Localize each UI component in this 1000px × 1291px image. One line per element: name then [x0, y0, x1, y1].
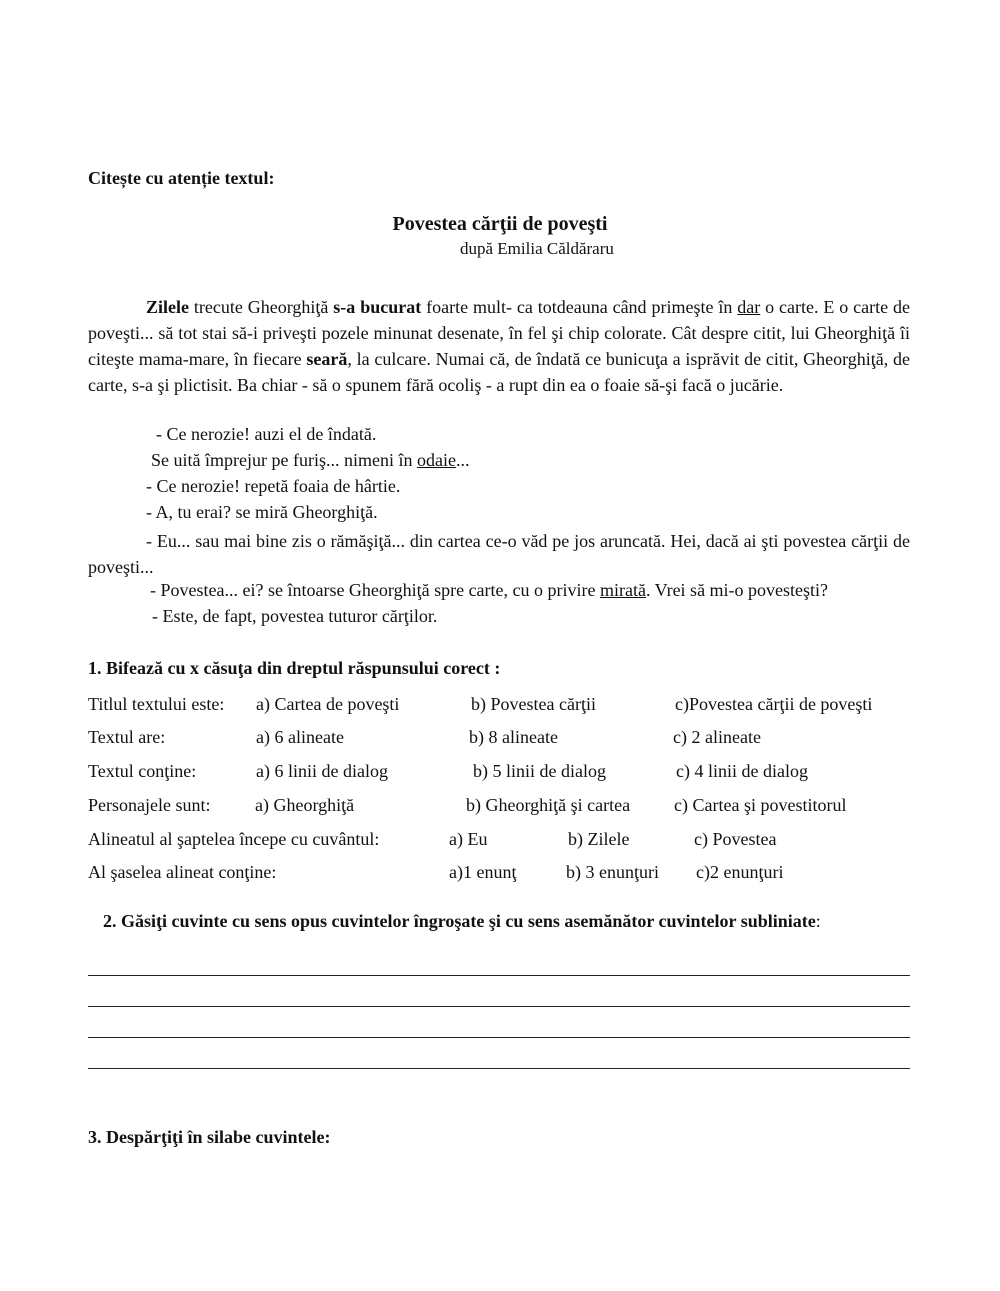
- option-b[interactable]: b) 3 enunţuri: [566, 862, 659, 882]
- question-3-heading: 3. Despărţiţi în silabe cuvintele:: [88, 1127, 331, 1147]
- story-author: după Emilia Căldăraru: [460, 239, 614, 258]
- option-a[interactable]: a) Cartea de poveşti: [256, 694, 400, 714]
- option-c[interactable]: c) Povestea: [694, 829, 777, 849]
- story-line: Se uită împrejur pe furiş... nimeni în odaie...: [151, 450, 470, 470]
- instruction-heading: Citește cu atenție textul:: [88, 168, 275, 188]
- dialog-line: - Ce nerozie! auzi el de îndată.: [156, 424, 377, 444]
- question-label: Al şaselea alineat conţine:: [88, 862, 277, 882]
- option-b[interactable]: b) Povestea cărţii: [471, 694, 596, 714]
- dialog-line: - Ce nerozie! repetă foaia de hârtie.: [146, 476, 401, 496]
- option-a[interactable]: a) 6 linii de dialog: [256, 761, 388, 781]
- answer-line[interactable]: [88, 1006, 910, 1007]
- dialog-line: - A, tu erai? se miră Gheorghiţă.: [146, 502, 378, 522]
- dialog-line: - Povestea... ei? se întoarse Gheorghiţă spre carte, cu o privire mirată. Vrei să mi-o povesteşti?: [150, 580, 829, 600]
- dialog-line: - Eu... sau mai bine zis o rămăşiţă... din cartea ce-o văd pe jos aruncată. Hei, dacă ai şti povestea cărţii de poveşti...: [88, 531, 910, 577]
- question-label: Textul are:: [88, 727, 166, 747]
- option-a[interactable]: a) Gheorghiţă: [255, 795, 355, 815]
- option-c[interactable]: c) 4 linii de dialog: [676, 761, 808, 781]
- option-a[interactable]: a) Eu: [449, 829, 488, 849]
- option-b[interactable]: b) 8 alineate: [469, 727, 558, 747]
- option-b[interactable]: b) Zilele: [568, 829, 630, 849]
- option-c[interactable]: c) 2 alineate: [673, 727, 761, 747]
- answer-line[interactable]: [88, 1037, 910, 1038]
- bold-word: s-a bucurat: [333, 297, 422, 317]
- option-a[interactable]: a)1 enunţ: [449, 862, 517, 882]
- underlined-word: odaie: [416, 450, 456, 470]
- option-c[interactable]: c) Cartea şi povestitorul: [674, 795, 847, 815]
- option-b[interactable]: b) 5 linii de dialog: [473, 761, 606, 781]
- option-c[interactable]: c)2 enunţuri: [696, 862, 784, 882]
- bold-word: seară: [306, 349, 348, 369]
- dialog-line: - Este, de fapt, povestea tuturor cărţilor.: [152, 606, 438, 626]
- option-b[interactable]: b) Gheorghiţă şi cartea: [466, 795, 631, 815]
- story-title: Povestea cărţii de poveşti: [392, 213, 608, 235]
- option-a[interactable]: a) 6 alineate: [256, 727, 344, 747]
- story-paragraph-1: Zilele trecute Gheorghiţă s-a bucurat foarte mult- ca totdeauna când primeşte în dar o carte. E o carte de poveşti... să tot stai să-i priveşti pozele minunat desenate, în fel şi chip colorate. Cât despre citit, lui Gheorghiţă îi citeşte mama-mare, în fiecare seară, la culcare. Numai că, de îndată ce bunicuţa a isprăvit de citit, Gheorghiţă, de carte, s-a şi plictisit. Ba chiar - să o spunem fără ocoliş - a rupt din ea o foaie să-şi facă o jucărie.: [88, 297, 910, 395]
- question-label: Personajele sunt:: [88, 795, 211, 815]
- bold-word: Zilele: [146, 297, 189, 317]
- question-2-heading: 2. Găsiţi cuvinte cu sens opus cuvintelor îngroşate şi cu sens asemănător cuvintelor subliniate:: [103, 911, 821, 931]
- answer-line[interactable]: [88, 1068, 910, 1069]
- question-label: Textul conţine:: [88, 761, 197, 781]
- option-c[interactable]: c)Povestea cărţii de poveşti: [675, 694, 873, 714]
- answer-line[interactable]: [88, 975, 910, 976]
- question-label: Alineatul al şaptelea începe cu cuvântul:: [88, 829, 380, 849]
- question-1-heading: 1. Bifează cu x căsuţa din dreptul răspunsului corect :: [88, 658, 501, 678]
- underlined-word: mirată: [600, 580, 646, 600]
- question-label: Titlul textului este:: [88, 694, 225, 714]
- underlined-word: dar: [737, 297, 761, 317]
